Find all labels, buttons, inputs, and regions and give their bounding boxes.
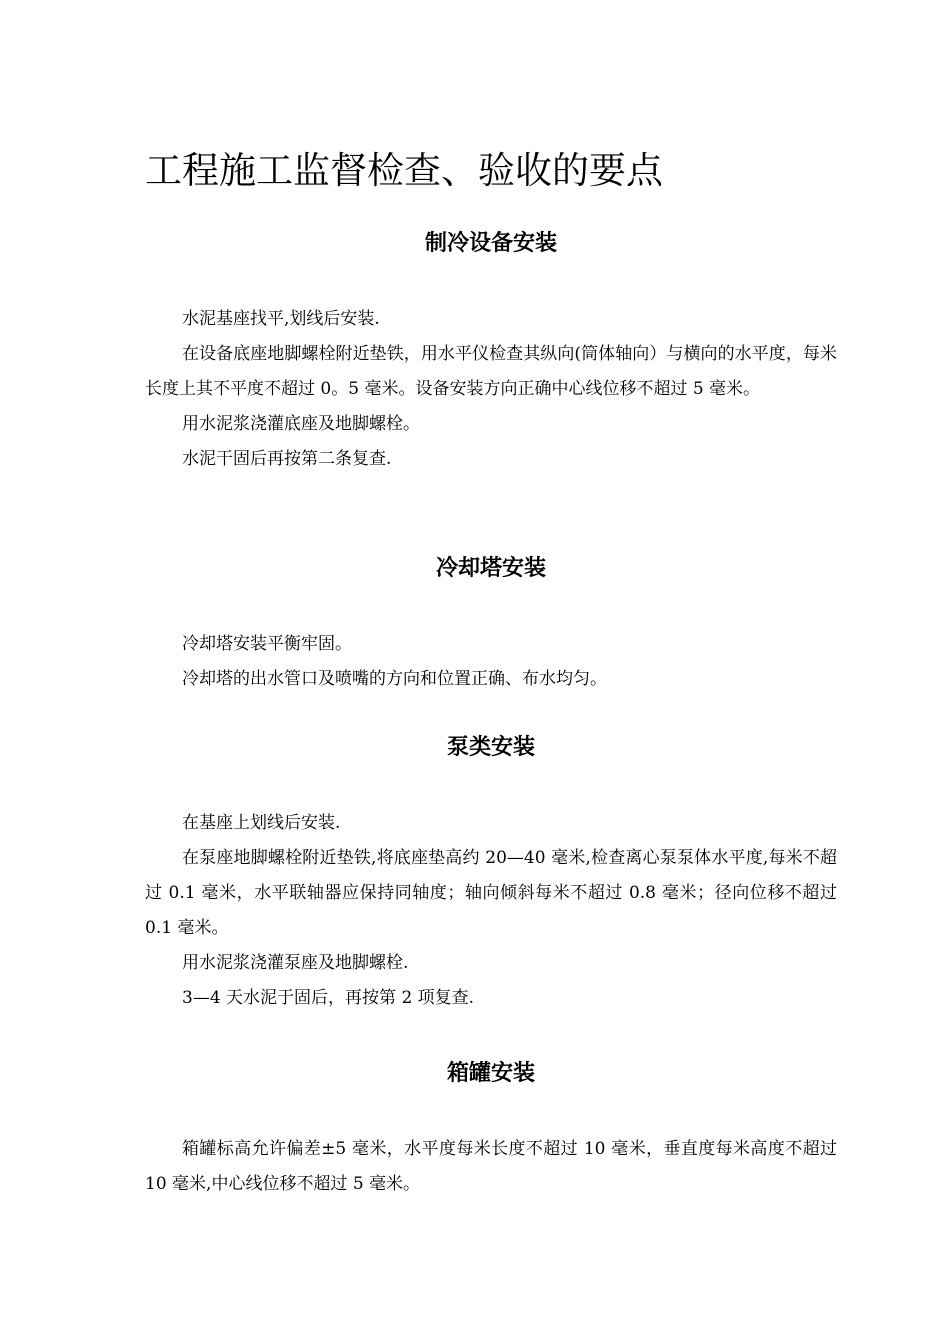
paragraph: 箱罐标高允许偏差±5 毫米，水平度每米长度不超过 10 毫米，垂直度每米高度不超过 10 毫米,中心线位移不超过 5 毫米。	[145, 1139, 837, 1194]
paragraph: 3—4 天水泥于固后，再按第 2 项复查.	[182, 988, 475, 1008]
section-body	[145, 302, 837, 477]
paragraph: 水泥基座找平,划线后安装.	[182, 309, 380, 329]
paragraph: 在基座上划线后安装.	[182, 813, 341, 833]
section-refrigeration-equipment	[145, 229, 837, 477]
paragraph: 用水泥浆浇灌泵座及地脚螺栓.	[182, 953, 409, 973]
paragraph: 冷却塔的出水管口及喷嘴的方向和位置正确、布水均匀。	[182, 669, 607, 689]
section-tank-installation	[145, 1059, 837, 1202]
paragraph: 冷却塔安装平衡牢固。	[182, 634, 352, 654]
section-cooling-tower	[145, 554, 837, 697]
section-heading: 制冷设备安装	[424, 231, 557, 256]
section-body	[145, 806, 837, 1016]
paragraph: 用水泥浆浇灌底座及地脚螺栓。	[182, 414, 420, 434]
section-body	[145, 1132, 837, 1202]
document-title: 工程施工监督检查、验收的要点	[145, 149, 663, 192]
section-heading: 冷却塔安装	[435, 556, 546, 581]
paragraph: 在泵座地脚螺栓附近垫铁,将底座垫高约 20—40 毫米,检查离心泵泵体水平度,每米不超过 0.1 毫米，水平联轴器应保持同轴度；轴向倾斜每米不超过 0.8 毫米；径向位移不超过 0.1 毫米。	[145, 848, 837, 938]
section-pump-installation	[145, 733, 837, 1016]
section-body	[145, 627, 837, 697]
paragraph: 水泥干固后再按第二条复查.	[182, 449, 392, 469]
section-heading: 箱罐安装	[446, 1061, 535, 1086]
paragraph: 在设备底座地脚螺栓附近垫铁，用水平仪检查其纵向(筒体轴向）与横向的水平度，每米长度上其不平度不超过 0。5 毫米。设备安装方向正确中心线位移不超过 5 毫米。	[145, 344, 837, 399]
section-heading: 泵类安装	[446, 735, 535, 760]
